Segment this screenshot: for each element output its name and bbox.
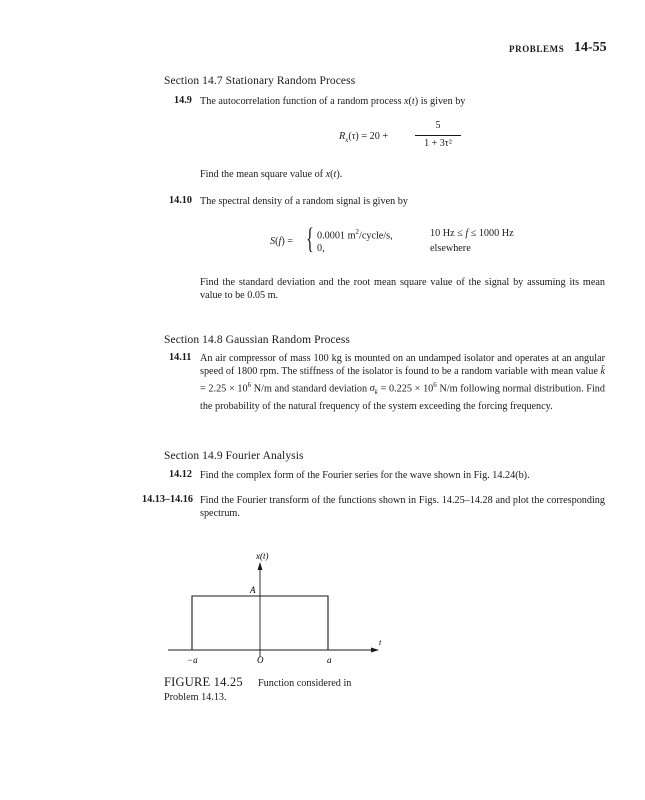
problem-text: The autocorrelation function of a random process x(t) is given by bbox=[200, 96, 466, 107]
amplitude-label: A bbox=[250, 585, 256, 595]
tick-label-neg-a: −a bbox=[187, 655, 198, 665]
problem-text: Find the Fourier transform of the functions shown in Figs. 14.25–14.28 and plot the corresponding spectrum. bbox=[200, 495, 605, 520]
problem-text: Find the complex form of the Fourier series for the wave shown in Fig. 14.24(b). bbox=[200, 470, 530, 481]
fraction-denominator: 1 + 3τ² bbox=[424, 138, 452, 149]
y-axis-arrow bbox=[258, 562, 263, 570]
problem-text: An air compressor of mass 100 kg is mounted on an undamped isolator and operates at an angular speed of 1800 rpm. The stiffness of the isolator is found to be a random variable with mean value k̄ = $2.25 \times 10^6$ N/m and standard deviation $\sigma_k = 0.225 \times 10^6$ N/m following normal distribution. Find the probability of the natural frequency of the system exceeding the forcing frequency. bbox=[200, 353, 605, 412]
problem-text: The spectral density of a random signal is given by bbox=[200, 196, 408, 207]
figure-caption-label: FIGURE 14.25 bbox=[164, 675, 243, 689]
case1-condition: 10 Hz ≤ f ≤ 1000 Hz bbox=[430, 228, 514, 239]
figure-caption-text: Function considered in bbox=[258, 678, 352, 689]
x-axis-arrow bbox=[371, 648, 379, 653]
problem-number: 14.11 bbox=[169, 352, 192, 363]
y-axis-label: x(t) bbox=[256, 551, 269, 561]
x-axis-label: t bbox=[379, 637, 382, 647]
problem-number: 14.12 bbox=[169, 469, 192, 480]
figure-rectangular-pulse bbox=[160, 545, 390, 670]
problem-number: 14.10 bbox=[169, 195, 192, 206]
figure-caption-text-continued: Problem 14.13. bbox=[164, 692, 227, 703]
problem-followup: Find the mean square value of x(t). bbox=[200, 169, 343, 180]
fraction-bar bbox=[415, 135, 461, 136]
tick-label-origin: O bbox=[257, 655, 264, 665]
running-title: PROBLEMS bbox=[509, 44, 565, 54]
equation-autocorrelation: $R_x(\tau) = 20$ + bbox=[339, 131, 389, 145]
case2-value: 0, bbox=[317, 243, 325, 254]
left-brace: { bbox=[306, 222, 314, 255]
equation-spectral-lhs: S(f) = bbox=[270, 236, 294, 247]
section-title-14-7: Section 14.7 Stationary Random Process bbox=[164, 75, 356, 87]
fraction-numerator: 5 bbox=[435, 120, 441, 131]
tick-label-a: a bbox=[327, 655, 332, 665]
section-title-14-8: Section 14.8 Gaussian Random Process bbox=[164, 334, 350, 346]
section-title-14-9: Section 14.9 Fourier Analysis bbox=[164, 450, 304, 462]
case1-value: 0.0001 $m^2/cycle/s$, bbox=[317, 228, 393, 242]
problem-number: 14.13–14.16 bbox=[142, 494, 193, 505]
problem-followup: Find the standard deviation and the root mean square value of the signal by assuming its mean value to be 0.05 m. bbox=[200, 277, 605, 302]
case2-condition: elsewhere bbox=[430, 243, 471, 254]
page-number: 14-55 bbox=[574, 40, 607, 55]
problem-number: 14.9 bbox=[174, 95, 192, 106]
